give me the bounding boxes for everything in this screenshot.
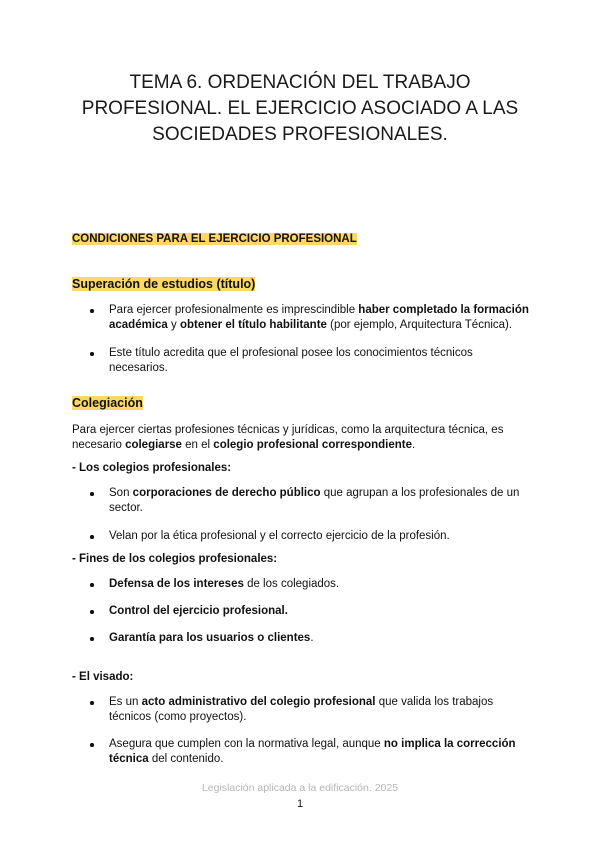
colegiacion-intro: Para ejercer ciertas profesiones técnicas y jurídicas, como la arquitectura técnica, es necesario colegiarse en el colegio profesional correspondiente.: [72, 424, 504, 451]
estudios-list: [90, 303, 530, 376]
list-item: Son corporaciones de derecho público que agrupan a los profesionales de un sector.: [90, 486, 530, 516]
title-line: TEMA 6. ORDENACIÓN DEL TRABAJO: [129, 72, 471, 93]
list-item: Defensa de los intereses de los colegiados.: [90, 577, 530, 592]
title-line: SOCIEDADES PROFESIONALES.: [152, 124, 448, 145]
list-item: Control del ejercicio profesional.: [90, 604, 530, 619]
list-item: Velan por la ética profesional y el correcto ejercicio de la profesión.: [90, 529, 530, 544]
colegios-label: - Los colegios profesionales:: [72, 462, 232, 474]
list-item: Es un acto administrativo del colegio profesional que valida los trabajos técnicos (como proyectos).: [90, 695, 530, 725]
list-item: Este título acredita que el profesional posee los conocimientos técnicos necesarios.: [90, 346, 530, 376]
fines-label: - Fines de los colegios profesionales:: [72, 553, 278, 565]
list-item: Para ejercer profesionalmente es imprescindible haber completado la formación académica y obtener el título habilitante (por ejemplo, Arquitectura Técnica).: [90, 303, 530, 333]
page-footer: Legislación aplicada a la edificación. 2025: [201, 782, 399, 794]
colegiacion-heading: [72, 396, 143, 411]
estudios-heading-text: Superación de estudios (título): [72, 277, 256, 291]
main-section-heading-text: CONDICIONES PARA EL EJERCICIO PROFESIONAL: [72, 233, 357, 245]
colegios-list: [90, 486, 530, 544]
page-number: 1: [296, 798, 304, 810]
fines-list: [90, 577, 530, 646]
document-title: [60, 70, 540, 148]
visado-list: [90, 695, 530, 767]
colegiacion-heading-text: Colegiación: [72, 396, 143, 410]
list-item: Asegura que cumplen con la normativa legal, aunque no implica la corrección técnica del contenido.: [90, 737, 530, 767]
main-section-heading: [72, 232, 357, 247]
visado-label: - El visado:: [72, 671, 134, 683]
list-item: Garantía para los usuarios o clientes.: [90, 631, 530, 646]
estudios-heading: [72, 277, 255, 292]
title-line: PROFESIONAL. EL EJERCICIO ASOCIADO A LAS: [81, 98, 519, 119]
